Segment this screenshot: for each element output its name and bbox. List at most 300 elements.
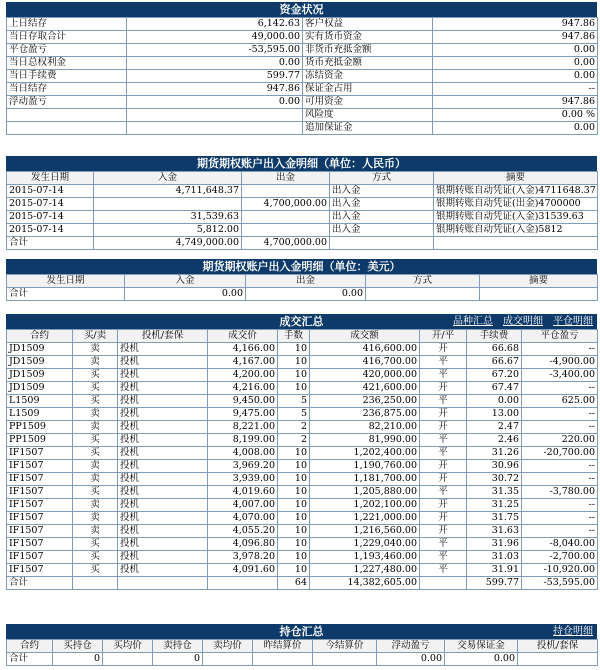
amount-cell: 421,600.00	[310, 382, 420, 395]
sell-avg-cell	[203, 653, 253, 666]
funds-row	[7, 57, 598, 70]
side-cell: 卖	[73, 460, 118, 473]
trades-row	[7, 577, 598, 590]
funds-value: 0.00	[127, 96, 303, 109]
hedge-cell: 投机	[118, 473, 208, 486]
memo-cell	[434, 237, 598, 250]
trades-column-header: 成交价	[208, 330, 278, 343]
trades-column-header: 平仓盈亏	[522, 330, 598, 343]
funds-value: 599.77	[127, 70, 303, 83]
positions-column-header: 昨结算价	[253, 640, 313, 653]
fee-cell: 67.20	[467, 369, 522, 382]
positions-column-header: 浮动盈亏	[377, 640, 445, 653]
trades-column-header: 手数	[278, 330, 310, 343]
pnl-cell: -53,595.00	[522, 577, 598, 590]
trades-column-header: 手续费	[467, 330, 522, 343]
open-close-cell: 平	[420, 486, 467, 499]
hedge-cell: 投机	[118, 564, 208, 577]
trades-row	[7, 564, 598, 577]
price-cell: 4,216.00	[208, 382, 278, 395]
fee-cell: 599.77	[467, 577, 522, 590]
deposit-cell: 4,749,000.00	[94, 237, 242, 250]
memo-cell: 银期转账自动凭证(入金)4711648.37	[434, 185, 598, 198]
side-cell: 买	[73, 486, 118, 499]
funds-table	[6, 17, 598, 135]
hedge-cell: 投机	[118, 538, 208, 551]
amount-cell: 420,000.00	[310, 369, 420, 382]
usd-column-header: 发生日期	[7, 275, 125, 288]
hedge-cell: 投机	[118, 395, 208, 408]
trades-row	[7, 551, 598, 564]
contract-cell: IF1507	[7, 564, 73, 577]
funds-value: 0.00	[433, 70, 598, 83]
pnl-cell: 220.00	[522, 434, 598, 447]
memo-cell: 银期转账自动凭证(出金)4700000	[434, 198, 598, 211]
price-cell: 4,008.00	[208, 447, 278, 460]
price-cell: 4,166.00	[208, 343, 278, 356]
hedge-cell: 投机	[118, 551, 208, 564]
trades-column-header: 买/卖	[73, 330, 118, 343]
memo-cell	[480, 288, 598, 301]
memo-cell: 银期转账自动凭证(入金)31539.63	[434, 211, 598, 224]
contract-cell: PP1509	[7, 434, 73, 447]
fee-cell: 31.96	[467, 538, 522, 551]
buy-avg-cell	[103, 653, 153, 666]
side-cell: 买	[73, 369, 118, 382]
pnl-cell: -20,700.00	[522, 447, 598, 460]
funds-label: 平仓盈亏	[7, 44, 127, 57]
funds-label: 冻结资金	[303, 70, 433, 83]
memo-cell: 银期转账自动凭证(入金)5812	[434, 224, 598, 237]
fee-cell: 2.47	[467, 421, 522, 434]
rmb-row	[7, 211, 598, 224]
side-cell: 卖	[73, 343, 118, 356]
rmb-column-header: 入金	[94, 172, 242, 185]
funds-value: 0.00	[127, 57, 303, 70]
amount-cell: 1,205,880.00	[310, 486, 420, 499]
trades-row	[7, 421, 598, 434]
rmb-row	[7, 185, 598, 198]
positions-column-headers	[7, 640, 598, 653]
side-cell: 买	[73, 447, 118, 460]
funds-row	[7, 109, 598, 122]
funds-label: 当日总权利金	[7, 57, 127, 70]
trades-row	[7, 408, 598, 421]
trades-section	[6, 314, 597, 590]
amount-cell: 236,250.00	[310, 395, 420, 408]
date-cell: 2015-07-14	[7, 224, 94, 237]
amount-cell: 1,216,560.00	[310, 525, 420, 538]
positions-column-header: 交易保证金	[445, 640, 518, 653]
positions-column-header: 卖持仓	[153, 640, 203, 653]
funds-row	[7, 44, 598, 57]
link-position-details[interactable]: 持仓明细	[553, 626, 593, 637]
contract-cell: L1509	[7, 395, 73, 408]
contract-cell: IF1507	[7, 460, 73, 473]
funds-row	[7, 31, 598, 44]
rmb-cashflow-table	[6, 171, 598, 250]
lots-cell: 10	[278, 356, 310, 369]
lots-cell: 10	[278, 447, 310, 460]
contract-cell: JD1509	[7, 369, 73, 382]
pnl-cell: -8,040.00	[522, 538, 598, 551]
method-cell: 出入金	[330, 224, 434, 237]
fee-cell: 31.35	[467, 486, 522, 499]
price-cell: 4,091.60	[208, 564, 278, 577]
amount-cell: 1,193,460.00	[310, 551, 420, 564]
withdraw-cell	[242, 224, 330, 237]
hedge-cell: 投机	[118, 421, 208, 434]
deposit-cell: 0.00	[125, 288, 246, 301]
open-close-cell: 开	[420, 525, 467, 538]
deposit-cell: 31,539.63	[94, 211, 242, 224]
positions-column-header: 买均价	[103, 640, 153, 653]
hedge-cell: 投机	[118, 382, 208, 395]
trades-row	[7, 473, 598, 486]
rmb-column-header: 出金	[242, 172, 330, 185]
lots-cell: 10	[278, 499, 310, 512]
rmb-column-header: 摘要	[434, 172, 598, 185]
funds-value	[127, 122, 303, 135]
pnl-cell: --	[522, 499, 598, 512]
date-cell: 合计	[7, 288, 125, 301]
open-close-cell: 开	[420, 473, 467, 486]
side-cell: 买	[73, 564, 118, 577]
hedge-cell: 投机	[118, 525, 208, 538]
funds-label: 当日存取合计	[7, 31, 127, 44]
link-close-details[interactable]: 平仓明细	[553, 316, 593, 327]
method-cell: 出入金	[330, 185, 434, 198]
price-cell: 9,450.00	[208, 395, 278, 408]
side-cell: 卖	[73, 408, 118, 421]
trades-column-header: 成交额	[310, 330, 420, 343]
price-cell: 4,096.80	[208, 538, 278, 551]
pnl-cell: -10,920.00	[522, 564, 598, 577]
trades-row	[7, 460, 598, 473]
lots-cell: 2	[278, 434, 310, 447]
lots-cell: 64	[278, 577, 310, 590]
side-cell: 买	[73, 395, 118, 408]
funds-value: 0.00 %	[433, 109, 598, 122]
trades-row	[7, 512, 598, 525]
contract-cell: JD1509	[7, 343, 73, 356]
funds-row	[7, 18, 598, 31]
funds-label	[7, 122, 127, 135]
funds-header: 资金状况	[6, 2, 597, 17]
positions-column-header: 今结算价	[313, 640, 377, 653]
hedge-cell: 投机	[118, 356, 208, 369]
funds-value: 947.86	[127, 83, 303, 96]
deposit-cell: 4,711,648.37	[94, 185, 242, 198]
funds-label: 当日手续费	[7, 70, 127, 83]
usd-cashflow-table	[6, 274, 598, 301]
side-cell: 买	[73, 382, 118, 395]
amount-cell: 416,600.00	[310, 343, 420, 356]
funds-label: 可用资金	[303, 96, 433, 109]
positions-title: 持仓汇总	[279, 625, 324, 638]
link-variety-summary[interactable]: 品种汇总	[453, 316, 493, 327]
contract-cell: PP1509	[7, 421, 73, 434]
lots-cell: 10	[278, 538, 310, 551]
usd-column-header: 入金	[125, 275, 246, 288]
funds-label: 当日结存	[7, 83, 127, 96]
pnl-cell: --	[522, 421, 598, 434]
fee-cell: 31.03	[467, 551, 522, 564]
price-cell: 9,475.00	[208, 408, 278, 421]
side-cell: 卖	[73, 421, 118, 434]
positions-links	[543, 624, 593, 639]
rmb-cashflow-header: 期货期权账户出入金明细（单位：人民币）	[6, 156, 597, 171]
contract-cell: 合计	[7, 653, 53, 666]
hedge-cell: 投机	[118, 343, 208, 356]
method-cell: 出入金	[330, 198, 434, 211]
usd-cashflow-section	[6, 259, 597, 301]
trades-links	[443, 314, 593, 329]
funds-value: 49,000.00	[127, 31, 303, 44]
margin-cell: 0.00	[445, 653, 518, 666]
fee-cell: 66.68	[467, 343, 522, 356]
open-close-cell	[420, 577, 467, 590]
open-close-cell: 开	[420, 421, 467, 434]
amount-cell: 1,221,000.00	[310, 512, 420, 525]
amount-cell: 1,202,400.00	[310, 447, 420, 460]
trades-row	[7, 395, 598, 408]
amount-cell: 1,227,480.00	[310, 564, 420, 577]
open-close-cell: 开	[420, 512, 467, 525]
positions-column-header: 买持仓	[53, 640, 103, 653]
lots-cell: 10	[278, 525, 310, 538]
fee-cell: 30.96	[467, 460, 522, 473]
pnl-cell: -2,700.00	[522, 551, 598, 564]
amount-cell: 1,229,040.00	[310, 538, 420, 551]
price-cell: 8,221.00	[208, 421, 278, 434]
fee-cell: 31.25	[467, 499, 522, 512]
side-cell: 卖	[73, 499, 118, 512]
funds-row	[7, 70, 598, 83]
funds-value: 0.00	[433, 57, 598, 70]
open-close-cell: 开	[420, 499, 467, 512]
date-cell: 2015-07-14	[7, 185, 94, 198]
amount-cell: 14,382,605.00	[310, 577, 420, 590]
funds-value: 6,142.63	[127, 18, 303, 31]
hedge-cell: 投机	[118, 460, 208, 473]
funds-label: 上日结存	[7, 18, 127, 31]
price-cell: 3,939.00	[208, 473, 278, 486]
hedge-cell: 投机	[118, 512, 208, 525]
pnl-cell: -3,400.00	[522, 369, 598, 382]
lots-cell: 5	[278, 408, 310, 421]
funds-value: 947.86	[433, 31, 598, 44]
fee-cell: 66.67	[467, 356, 522, 369]
funds-value: 0.00	[433, 122, 598, 135]
funds-value: -53,595.00	[127, 44, 303, 57]
fee-cell: 31.63	[467, 525, 522, 538]
open-close-cell: 平	[420, 395, 467, 408]
rmb-column-header: 方式	[330, 172, 434, 185]
positions-table	[6, 639, 598, 666]
funds-row	[7, 96, 598, 109]
funds-value: 0.00	[433, 44, 598, 57]
trades-row	[7, 525, 598, 538]
pnl-cell: --	[522, 343, 598, 356]
contract-cell: IF1507	[7, 551, 73, 564]
funds-label: 追加保证金	[303, 122, 433, 135]
side-cell: 买	[73, 434, 118, 447]
hedge-cell: 投机	[118, 408, 208, 421]
lots-cell: 10	[278, 369, 310, 382]
price-cell: 4,055.20	[208, 525, 278, 538]
lots-cell: 10	[278, 512, 310, 525]
pnl-cell: 625.00	[522, 395, 598, 408]
funds-label: 非货币充抵金额	[303, 44, 433, 57]
method-cell	[366, 288, 480, 301]
open-close-cell: 开	[420, 460, 467, 473]
amount-cell: 81,990.00	[310, 434, 420, 447]
price-cell: 4,019.60	[208, 486, 278, 499]
price-cell: 3,969.20	[208, 460, 278, 473]
lots-cell: 10	[278, 486, 310, 499]
usd-column-header: 方式	[366, 275, 480, 288]
pnl-cell: --	[522, 460, 598, 473]
pnl-cell: --	[522, 512, 598, 525]
method-cell: 出入金	[330, 211, 434, 224]
funds-value	[127, 109, 303, 122]
trades-row	[7, 447, 598, 460]
price-cell: 3,978.20	[208, 551, 278, 564]
lots-cell: 10	[278, 382, 310, 395]
open-close-cell: 平	[420, 356, 467, 369]
open-close-cell: 平	[420, 538, 467, 551]
date-cell: 2015-07-14	[7, 198, 94, 211]
withdraw-cell: 4,700,000.00	[242, 198, 330, 211]
price-cell: 4,070.00	[208, 512, 278, 525]
funds-label: 货币充抵金额	[303, 57, 433, 70]
hedge-cell: 投机	[118, 486, 208, 499]
side-cell: 卖	[73, 473, 118, 486]
open-close-cell: 开	[420, 382, 467, 395]
funds-section	[6, 2, 597, 135]
funds-row	[7, 122, 598, 135]
lots-cell: 10	[278, 564, 310, 577]
side-cell: 买	[73, 538, 118, 551]
trades-row	[7, 382, 598, 395]
open-close-cell: 平	[420, 551, 467, 564]
contract-cell: IF1507	[7, 473, 73, 486]
contract-cell: IF1507	[7, 512, 73, 525]
trades-row	[7, 486, 598, 499]
funds-label: 保证金占用	[303, 83, 433, 96]
usd-column-headers	[7, 275, 598, 288]
amount-cell: 1,202,100.00	[310, 499, 420, 512]
pnl-cell: -3,780.00	[522, 486, 598, 499]
hedge-cell: 投机	[118, 447, 208, 460]
trades-row	[7, 538, 598, 551]
rmb-row	[7, 198, 598, 211]
hedge-cell: 投机	[118, 499, 208, 512]
trades-column-header: 合约	[7, 330, 73, 343]
funds-row	[7, 83, 598, 96]
deposit-cell: 5,812.00	[94, 224, 242, 237]
withdraw-cell	[242, 211, 330, 224]
fee-cell: 31.26	[467, 447, 522, 460]
trades-row	[7, 356, 598, 369]
rmb-row	[7, 237, 598, 250]
open-close-cell: 平	[420, 369, 467, 382]
date-cell: 合计	[7, 237, 94, 250]
funds-label	[7, 109, 127, 122]
open-close-cell: 开	[420, 343, 467, 356]
funds-label: 浮动盈亏	[7, 96, 127, 109]
settle-cell	[313, 653, 377, 666]
lots-cell: 2	[278, 421, 310, 434]
open-close-cell: 开	[420, 408, 467, 421]
amount-cell: 236,875.00	[310, 408, 420, 421]
amount-cell: 1,190,760.00	[310, 460, 420, 473]
price-cell: 4,200.00	[208, 369, 278, 382]
contract-cell: IF1507	[7, 447, 73, 460]
method-cell	[330, 237, 434, 250]
contract-cell: IF1507	[7, 525, 73, 538]
amount-cell: 82,210.00	[310, 421, 420, 434]
amount-cell: 416,700.00	[310, 356, 420, 369]
fee-cell: 67.47	[467, 382, 522, 395]
hedge-cell: 投机	[118, 369, 208, 382]
open-close-cell: 平	[420, 434, 467, 447]
price-cell: 4,007.00	[208, 499, 278, 512]
contract-cell: IF1507	[7, 486, 73, 499]
side-cell: 卖	[73, 525, 118, 538]
lots-cell: 10	[278, 343, 310, 356]
trades-row	[7, 499, 598, 512]
trades-column-header: 投机/套保	[118, 330, 208, 343]
fee-cell: 30.72	[467, 473, 522, 486]
positions-column-header: 合约	[7, 640, 53, 653]
contract-cell: 合计	[7, 577, 73, 590]
funds-label: 实有货币资金	[303, 31, 433, 44]
contract-cell: JD1509	[7, 382, 73, 395]
lots-cell: 10	[278, 551, 310, 564]
deposit-cell	[94, 198, 242, 211]
trades-header	[6, 314, 597, 329]
fee-cell: 31.75	[467, 512, 522, 525]
hedge-cell: 投机	[118, 434, 208, 447]
funds-value: 947.86	[433, 18, 598, 31]
trades-row	[7, 434, 598, 447]
funds-value: 947.86	[433, 96, 598, 109]
date-cell: 2015-07-14	[7, 211, 94, 224]
price-cell: 4,167.00	[208, 356, 278, 369]
open-close-cell: 平	[420, 447, 467, 460]
buy-pos-cell: 0	[53, 653, 103, 666]
fee-cell: 13.00	[467, 408, 522, 421]
price-cell	[208, 577, 278, 590]
price-cell: 8,199.00	[208, 434, 278, 447]
side-cell: 买	[73, 551, 118, 564]
contract-cell: JD1509	[7, 356, 73, 369]
usd-cashflow-header: 期货期权账户出入金明细（单位：美元）	[6, 259, 597, 274]
usd-column-header: 出金	[246, 275, 366, 288]
fee-cell: 31.91	[467, 564, 522, 577]
usd-row	[7, 288, 598, 301]
prev-settle-cell	[253, 653, 313, 666]
rmb-column-header: 发生日期	[7, 172, 94, 185]
contract-cell: IF1507	[7, 538, 73, 551]
contract-cell: IF1507	[7, 499, 73, 512]
pnl-cell: --	[522, 473, 598, 486]
rmb-cashflow-section	[6, 156, 597, 250]
link-trade-details[interactable]: 成交明细	[503, 316, 543, 327]
lots-cell: 10	[278, 473, 310, 486]
